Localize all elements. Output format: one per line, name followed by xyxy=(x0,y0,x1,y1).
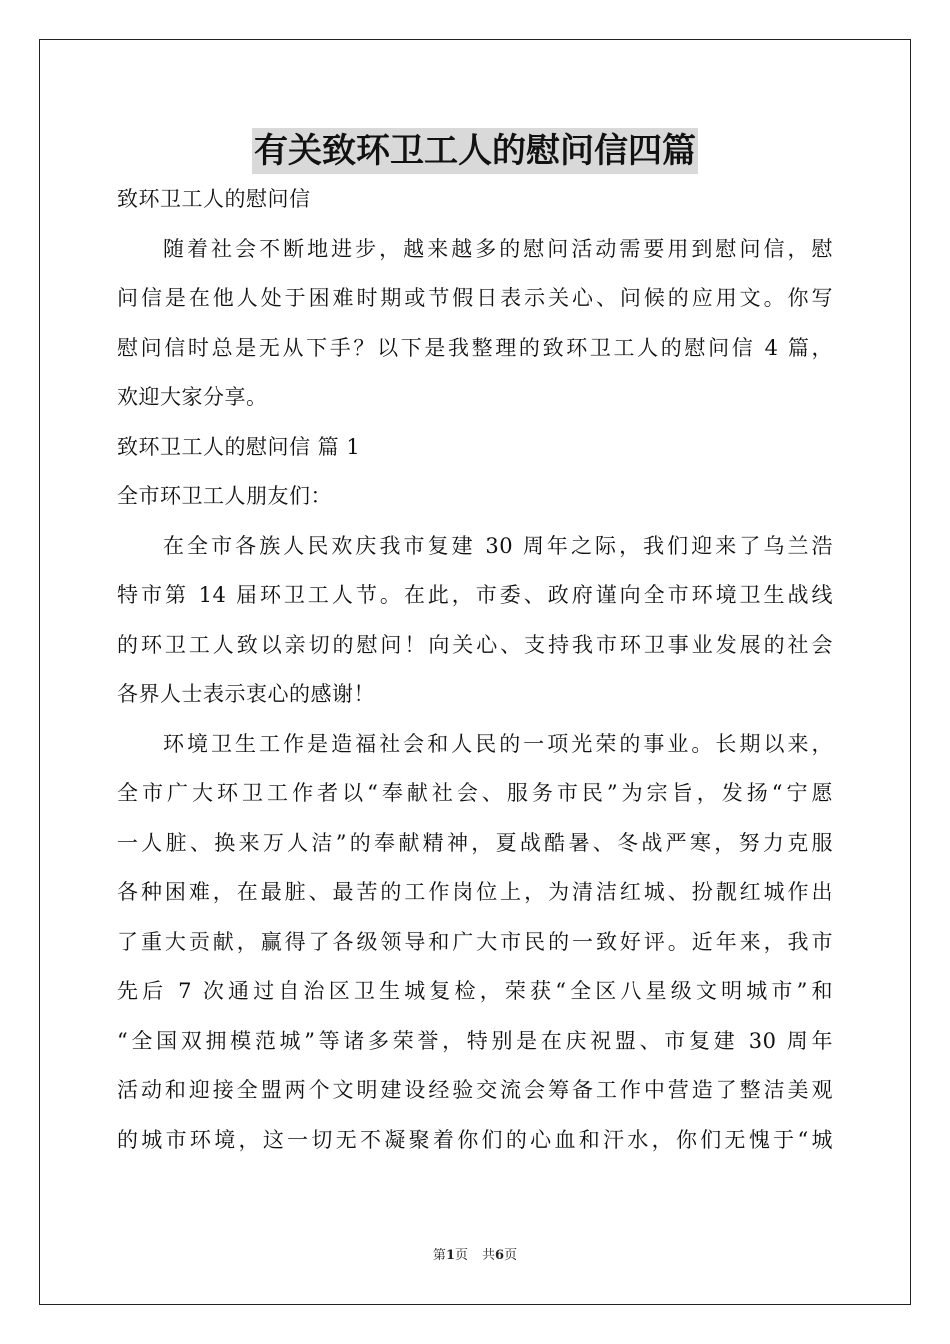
paragraph-line: 活动和迎接全盟两个文明建设经验交流会筹备工作中营造了整洁美观 xyxy=(117,1078,833,1102)
paragraph-line: 各界人士表示衷心的感谢！ xyxy=(117,682,375,706)
document-title: 有关致环卫工人的慰问信四篇 xyxy=(252,128,698,174)
paragraph-line: 问信是在他人处于困难时期或节假日表示关心、问候的应用文。你写 xyxy=(117,286,833,310)
current-page-number: 1 xyxy=(445,1248,455,1263)
section-heading: 致环卫工人的慰问信 篇 1 xyxy=(117,434,361,459)
page-footer xyxy=(0,1248,950,1264)
section-heading: 致环卫工人的慰问信 xyxy=(117,187,311,211)
page-prefix: 第 xyxy=(432,1248,446,1263)
paragraph-line: 慰问信时总是无从下手？以下是我整理的致环卫工人的慰问信 4 篇， xyxy=(117,335,833,360)
page-suffix: 页 xyxy=(454,1248,468,1263)
salutation: 全市环卫工人朋友们： xyxy=(117,484,332,508)
paragraph-line: 特市第 14 届环卫工人节。在此，市委、政府谨向全市环境卫生战线 xyxy=(117,583,833,607)
paragraph-line: 各种困难，在最脏、最苦的工作岗位上，为清洁红城、扮靓红城作出 xyxy=(117,880,833,904)
document-body xyxy=(117,175,833,1165)
paragraph-line: 环境卫生工作是造福社会和人民的一项光荣的事业。长期以来， xyxy=(163,731,833,756)
paragraph-line: “全国双拥模范城”等诸多荣誉，特别是在庆祝盟、市复建 30 周年 xyxy=(117,1028,833,1053)
paragraph-line: 的环卫工人致以亲切的慰问！向关心、支持我市环卫事业发展的社会 xyxy=(117,632,833,657)
paragraph-line: 先后 7 次通过自治区卫生城复检，荣获“全区八星级文明城市”和 xyxy=(117,979,833,1003)
paragraph-line: 在全市各族人民欢庆我市复建 30 周年之际，我们迎来了乌兰浩 xyxy=(163,533,833,558)
total-page-count: 6 xyxy=(495,1248,505,1263)
total-prefix: 共 xyxy=(482,1248,496,1263)
total-suffix: 页 xyxy=(504,1248,518,1263)
paragraph-line: 了重大贡献，赢得了各级领导和广大市民的一致好评。近年来，我市 xyxy=(117,929,833,954)
title-container xyxy=(0,128,950,174)
paragraph-line: 的城市环境，这一切无不凝聚着你们的心血和汗水，你们无愧于“城 xyxy=(117,1127,833,1152)
paragraph-line: 一人脏、换来万人洁”的奉献精神，夏战酷暑、冬战严寒，努力克服 xyxy=(117,830,833,855)
paragraph-line: 欢迎大家分享。 xyxy=(117,385,268,409)
paragraph-line: 随着社会不断地进步，越来越多的慰问活动需要用到慰问信，慰 xyxy=(163,236,833,261)
paragraph-line: 全市广大环卫工作者以“奉献社会、服务市民”为宗旨，发扬“宁愿 xyxy=(117,781,833,805)
